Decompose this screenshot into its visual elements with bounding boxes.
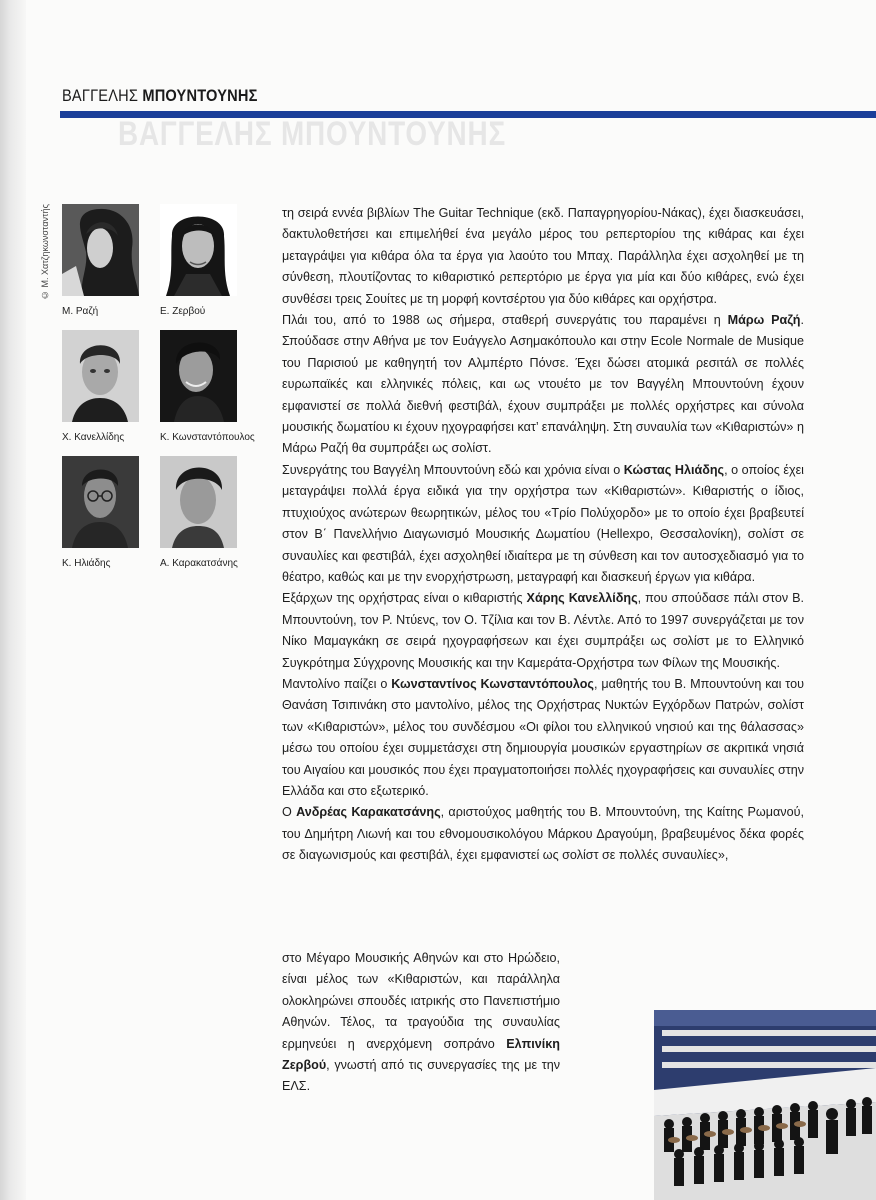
caption-iliadis: Κ. Ηλιάδης	[62, 558, 111, 569]
article-body-tail	[282, 948, 560, 1098]
page-header-title	[62, 86, 258, 106]
p1-text: τη σειρά εννέα βιβλίων The Guitar Technique (εκδ. Παπαγρηγορίου-Νάκας), έχει διασκευάσει, δακτυλοθετήσει και επιμελήθεί ένα μεγάλο μέρος του ρεπερτορίου της κιθάρας και έχει μεταγράψει για κιθάρα όλα τα έργα για λαούτο του Μπαχ. Παράλληλα έχει ασχοληθεί με τη σύνθεση, πλουτίζοντας το κιθαριστικό ρεπερτόριο με έργα για μία και δύο κιθάρες, ενώ έχει συνθέσει τρεις Σουίτες με τη μορφή κοντσέρτου για δύο κιθάρες και ορχήστρα.	[282, 206, 804, 306]
portrait-razi	[62, 204, 139, 296]
portrait-iliadis	[62, 456, 139, 548]
paragraph-konstantopoulos: Μαντολίνο παίζει ο Κωνσταντίνος Κωνσταντόπουλος, μαθητής του Β. Μπουντούνη και του Θανάση Τσιπινάκη στο μαντολίνο, μέλος της Ορχήστρας Νυκτών Εγχόρδων Πατρών, σολίστ των «Κιθαριστών», μέλος του συνδέσμου «Οι φίλοι του ελληνικού νησιού και της θάλασσας» μέσω του οποίου έχει συμμετάσχει στη δημιουργία μουσικών εργαστηρίων σε ακριτικά νησιά του Αιγαίου και μουσικός που έχει πραγματοποιήσει πολλές ηχογραφήσεις και συναυλίες στην Ελλάδα και στο εξωτερικό.	[282, 676, 804, 798]
article-body	[282, 203, 804, 867]
name-kostas-iliadis: Κώστας Ηλιάδης	[623, 462, 725, 477]
caption-kanellidis: Χ. Κανελλίδης	[62, 432, 125, 443]
name-haris-kanellidis: Χάρης Κανελλίδης	[526, 591, 638, 606]
name-elpiniki-zervou: Ελπινίκη Ζερβού	[282, 1036, 560, 1073]
concert-photo	[654, 1010, 876, 1200]
paragraph-razi: Πλάι του, από το 1988 ως σήμερα, σταθερή συνεργάτις του παραμένει η Μάρω Ραζή. Σπούδασε στην Αθήνα με τον Ευάγγελο Ασημακόπουλο και στην Ecole Normale de Musique του Παρισιού με καθηγητή τον Αλμπέρτο Πόνσε. Έχει δώσει ατομικά ρεσιτάλ σε πολλές ευρωπαϊκές και ελληνικές πόλεις, και ως ντουέτο με τον Βαγγέλη Μπουντούνη έχουν εμφανιστεί σε πολλά διεθνή φεστιβάλ, έχουν συμπράξει με πολλές ορχήστρες και σύνολα μουσικής δωματίου κι έχουν ηχογραφήσει κατ’ επανάληψη. Στη συναυλία των «Κιθαριστών» η Μάρω Ραζή θα συμπράξει ως σολίστ.	[282, 313, 804, 456]
photo-credit: © Μ. Χατζηκωνσταντής	[40, 204, 50, 300]
portrait-konstantopoulos	[160, 330, 237, 422]
name-maro-razi: Μάρω Ραζή	[727, 313, 801, 328]
page-gutter-shadow	[0, 0, 26, 1200]
name-konstantinos-konstantopoulos: Κωνσταντίνος Κωνσταντόπουλος	[391, 676, 594, 691]
caption-konstantopoulos: Κ. Κωνσταντόπουλος	[160, 432, 255, 443]
caption-razi: Μ. Ραζή	[62, 306, 99, 317]
paragraph-iliadis: Συνεργάτης του Βαγγέλη Μπουντούνη εδώ και χρόνια είναι ο Κώστας Ηλιάδης, ο οποίος έχει μεταγράψει πολλά έργα ειδικά για την ορχήστρα των «Κιθαριστών». Κιθαριστής ο ίδιος, πτυχιούχος ανώτερων θεωρητικών, μέλος του «Τρίο Πολύχορδο» με το οποίο έχει βραβευτεί στον Β΄ Πανελλήνιο Διαγωνισμό Μουσικής Δωματίου (Hellexpo, Θεσσαλονίκη), σολίστ σε συναυλίες και φεστιβάλ, έχει ασχοληθεί ιδιαίτερα με τη σύνθεση και τον αυτοσχεδιασμό για το θέατρο, καθώς και με την ενορχήστρωση, μεταγραφή και διασκευή έργων για κιθάρα.	[282, 462, 804, 584]
paragraph-karakatsanis: Ο Ανδρέας Καρακατσάνης, αριστούχος μαθητής του Β. Μπουντούνη, της Καίτης Ρωμανού, του Δημήτρη Λιωνή και του εθνομουσικολόγου Μάρκου Δραγούμη, βραβευμένος δέκα φορές σε διαγωνισμούς και φεστιβάλ, έχει εμφανιστεί ως σολίστ σε πολλές συναυλίες»,	[282, 805, 804, 863]
header-last-name: ΜΠΟΥΝΤΟΥΝΗΣ	[142, 86, 258, 105]
name-andreas-karakatsanis: Ανδρέας Καρακατσάνης	[296, 805, 441, 820]
header-first-name: ΒΑΓΓΕΛΗΣ	[62, 86, 139, 105]
caption-karakatsanis: Α. Καρακατσάνης	[160, 558, 238, 569]
caption-zervou: Ε. Ζερβού	[160, 306, 206, 317]
header-watermark: ΒΑΓΓΕΛΗΣ ΜΠΟΥΝΤΟΥΝΗΣ	[118, 115, 507, 153]
portrait-karakatsanis	[160, 456, 237, 548]
portrait-zervou	[160, 204, 237, 296]
paragraph-tail: στο Μέγαρο Μουσικής Αθηνών και στο Ηρώδειο, είναι μέλος των «Κιθαριστών, και παράλληλα ολοκληρώνει σπουδές ιατρικής στο Πανεπιστήμιο Αθηνών. Τέλος, τα τραγούδια της συναυλίας ερμηνεύει η ανερχόμενη σοπράνο Ελπινίκη Ζερβού, γνωστή από τις συνεργασίες της με την ΕΛΣ.	[282, 951, 560, 1094]
paragraph-intro	[282, 203, 804, 310]
paragraph-kanellidis: Εξάρχων της ορχήστρας είναι ο κιθαριστής Χάρης Κανελλίδης, που σπούδασε πάλι στον Β. Μπουντούνη, τον Ρ. Ντύενς, τον Ο. Τζίλια και τον Β. Λέντλε. Από το 1997 συνεργάζεται με τον Νίκο Μαμαγκάκη σε σειρά ηχογραφήσεων και έχει συμπράξει ως σολίστ με το Ελληνικό Συγκρότημα Σύγχρονης Μουσικής και την Καμεράτα-Ορχήστρα των Φίλων της Μουσικής.	[282, 591, 805, 670]
portrait-kanellidis	[62, 330, 139, 422]
